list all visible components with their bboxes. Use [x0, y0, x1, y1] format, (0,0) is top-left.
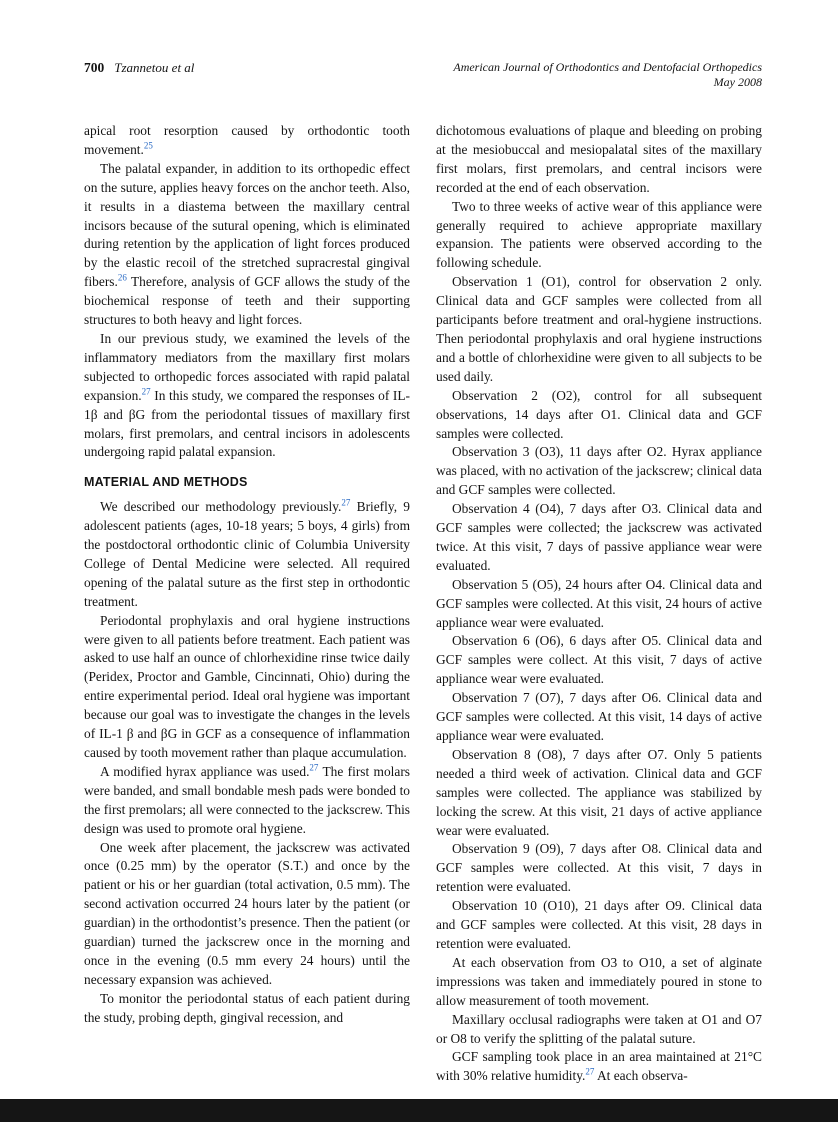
paragraph: Observation 10 (O10), 21 days after O9. Clinical data and GCF samples were collected. At this visit, 28 days in retention were evaluated.: [436, 898, 762, 951]
header-left: [84, 60, 194, 76]
reference-link[interactable]: 27: [141, 386, 151, 397]
running-authors: Tzannetou et al: [114, 60, 195, 75]
paragraph: Periodontal prophylaxis and oral hygiene instructions were given to all patients before treatment. Each patient was asked to use half an ounce of chlorhexidine rinse twice daily (Peridex, Proctor and Gamble, Cincinnati, Ohio) during the entire experimental period. Ideal oral hygiene was important because our goal was to investigate the changes in the levels of IL-1 β and βG in GCF as a consequence of inflammation caused by tooth movement rather than plaque accumulation.: [84, 612, 410, 760]
paragraph: The palatal expander, in addition to its orthopedic effect on the suture, applies heavy forces on the anchor teeth. Also, it results in a diastema between the maxillary central incisors because of the sutural opening, which is eliminated during retention by the application of light forces produced by the elastic recoil of the stretched supracrestal gingival fibers.$^{26}$ Therefore, analysis of GCF allows the study of the biochemical response of teeth and their supporting structures to both heavy and light forces.: [84, 160, 410, 328]
paragraph: Observation 5 (O5), 24 hours after O4. Clinical data and GCF samples were collected. At this visit, 24 hours of active appliance wear were evaluated.: [436, 576, 762, 630]
header-right: [453, 60, 762, 90]
page-header: [84, 60, 762, 90]
paragraph: At each observation from O3 to O10, a set of alginate impressions was taken and immediately poured in stone to allow measurement of tooth movement.: [436, 954, 762, 1008]
paragraph: Observation 6 (O6), 6 days after O5. Clinical data and GCF samples were collect. At this visit, 7 days of active appliance wear were evaluated.: [436, 633, 762, 687]
journal-title: American Journal of Orthodontics and Dentofacial Orthopedics: [453, 60, 762, 74]
right-column: [436, 122, 762, 1086]
paragraph: A modified hyrax appliance was used.$^{27}$ The first molars were banded, and small bondable mesh pads were bonded to the first premolars; all were connected to the jackscrew. This design was used to promote oral hygiene.: [84, 762, 410, 836]
paragraph: dichotomous evaluations of plaque and bleeding on probing at the mesiobuccal and mesiopalatal sites of the maxillary first molars, first premolars, and central incisors were recorded at the end of each observation.: [436, 123, 762, 195]
paragraph: Observation 8 (O8), 7 days after O7. Only 5 patients needed a third week of activation. Clinical data and GCF samples were collected. The appliance was stabilized by locking the screw. At this visit, 21 days of active appliance wear were evaluated.: [436, 746, 762, 838]
bottom-bar: [0, 1099, 838, 1122]
paragraph: In our previous study, we examined the levels of the inflammatory mediators from the maxillary first molars subjected to orthopedic forces associated with rapid palatal expansion.$^{27}$ In this study, we compared the responses of IL-1β and βG from the periodontal tissues of maxillary first molars, first premolars, and central incisors in adolescents undergoing rapid palatal expansion.: [84, 330, 410, 460]
issue-date: May 2008: [713, 75, 762, 89]
paragraph: GCF sampling took place in an area maintained at 21°C with 30% relative humidity.$^{27}$ At each observa-: [436, 1049, 762, 1084]
reference-link[interactable]: 27: [585, 1066, 595, 1077]
paragraph: Observation 4 (O4), 7 days after O3. Clinical data and GCF samples were collected; the jackscrew was activated twice. At this visit, 7 days of passive appliance wear were evaluated.: [436, 501, 762, 573]
paragraph: Observation 1 (O1), control for observation 2 only. Clinical data and GCF samples were collected from all participants before treatment and oral-hygiene instructions. Then periodontal prophylaxis and oral hygiene instructions and a bottle of chlorhexidine were given to all subjects to be used daily.: [436, 274, 762, 384]
section-heading: MATERIAL AND METHODS: [84, 475, 248, 490]
left-column: [84, 122, 410, 1086]
paragraph: We described our methodology previously.$^{27}$ Briefly, 9 adolescent patients (ages, 10-18 years; 5 boys, 4 girls) from the postdoctoral orthodontic clinic of Columbia University College of Dental Medicine were selected. All required opening of the palatal suture as the first step in orthodontic treatment.: [84, 497, 410, 609]
reference-link[interactable]: 26: [117, 272, 127, 283]
paragraph: apical root resorption caused by orthodontic tooth movement.$^{25}$: [84, 123, 410, 157]
reference-link[interactable]: 25: [143, 140, 153, 151]
article-body: [84, 122, 762, 1086]
paragraph: One week after placement, the jackscrew was activated once (0.25 mm) by the operator (S.T.) and once by the patient or his or her guardian (total activation, 0.5 mm). The second activation occurred 24 hours later by the patient (or guardian) in the orthodontist’s presence. Then the patient (or guardian) turned the jackscrew once in the morning and once in the evening (0.5 mm every 24 hours) until the necessary expansion was achieved.: [84, 839, 410, 987]
page-number: 700: [84, 60, 105, 75]
paragraph: Two to three weeks of active wear of this appliance were generally required to achieve appropriate maxillary expansion. The patients were observed according to the following schedule.: [436, 198, 762, 271]
paragraph: Maxillary occlusal radiographs were taken at O1 and O7 or O8 to verify the splitting of the palatal suture.: [436, 1011, 762, 1046]
reference-link[interactable]: 27: [309, 762, 319, 773]
paragraph: Observation 3 (O3), 11 days after O2. Hyrax appliance was placed, with no activation of the jackscrew; clinical data and GCF samples were collected.: [436, 444, 762, 498]
paragraph: Observation 9 (O9), 7 days after O8. Clinical data and GCF samples were collected. At this visit, 7 days in retention were evaluated.: [436, 841, 762, 895]
reference-link[interactable]: 27: [341, 497, 351, 508]
paragraph: To monitor the periodontal status of each patient during the study, probing depth, gingival recession, and: [84, 990, 410, 1025]
paragraph: Observation 2 (O2), control for all subsequent observations, 14 days after O1. Clinical data and GCF samples were collected.: [436, 387, 762, 441]
paragraph: Observation 7 (O7), 7 days after O6. Clinical data and GCF samples were collected. At this visit, 14 days of active appliance wear were evaluated.: [436, 690, 762, 743]
